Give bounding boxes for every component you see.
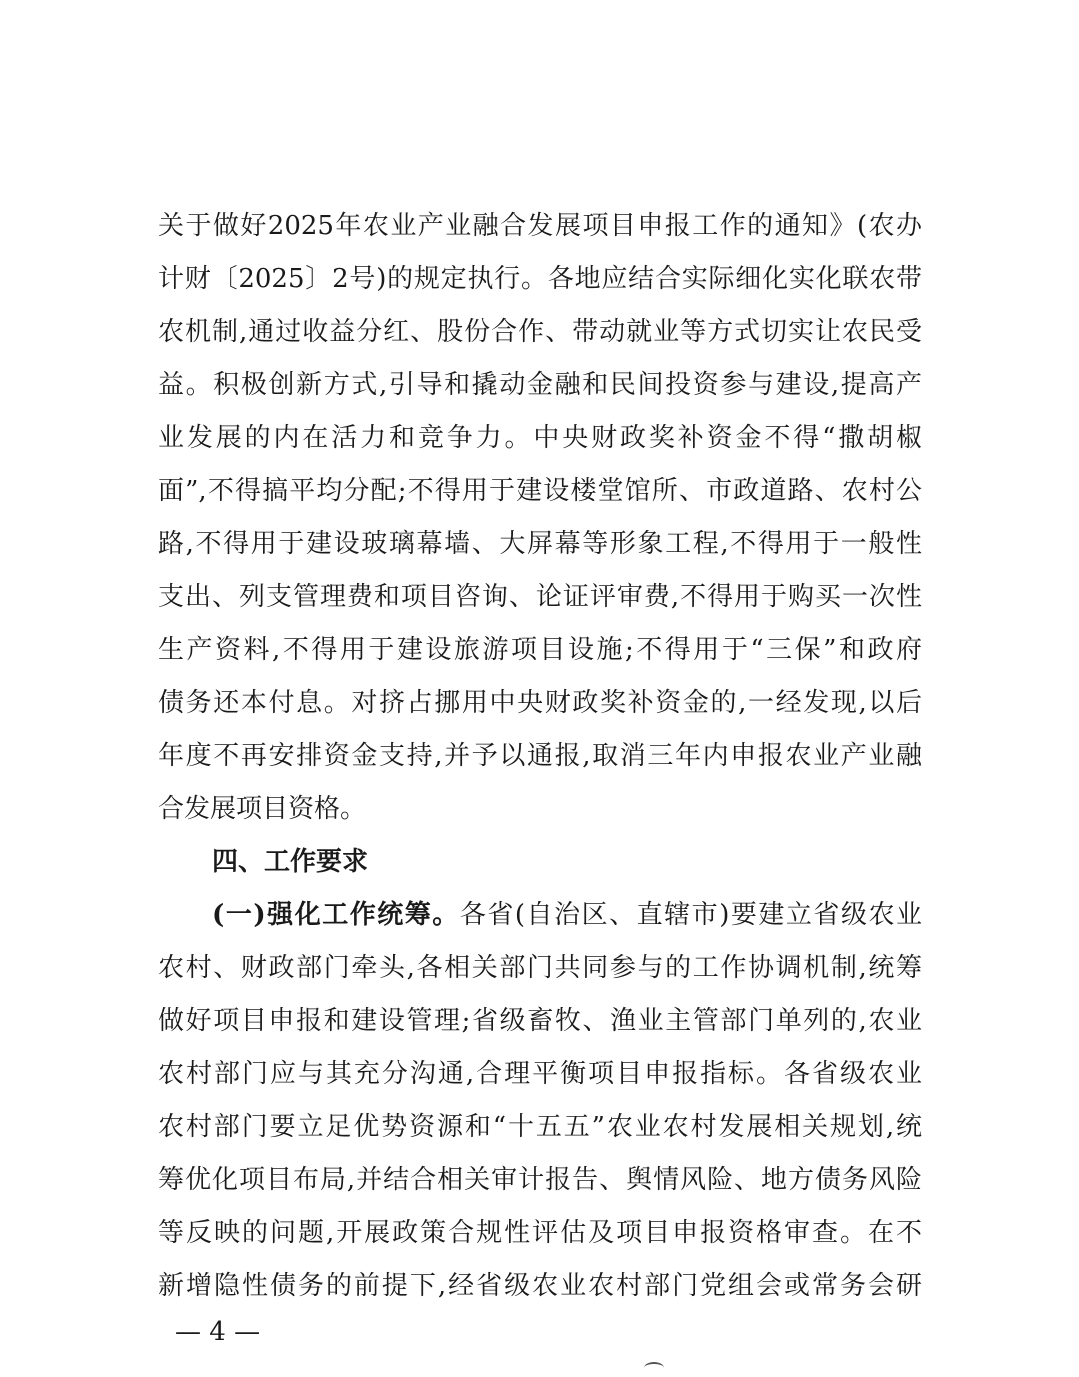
page-number: — 4 — (175, 1317, 261, 1347)
subsection-line: 新增隐性债务的前提下,经省级农业农村部门党组会或常务会研 (158, 1271, 922, 1301)
body-line: 计财〔2025〕2号)的规定执行。各地应结合实际细化实化联农带 (158, 264, 922, 294)
document-body (158, 200, 922, 1313)
scan-mark (644, 1362, 664, 1374)
body-line: 路,不得用于建设玻璃幕墙、大屏幕等形象工程,不得用于一般性 (158, 529, 922, 559)
body-line: 合发展项目资格。 (158, 794, 367, 824)
subsection-first-line (158, 889, 922, 942)
subsection-line: 做好项目申报和建设管理;省级畜牧、渔业主管部门单列的,农业 (158, 1006, 922, 1036)
subsection-line: 农村部门要立足优势资源和“十五五”农业农村发展相关规划,统 (158, 1112, 922, 1142)
body-line: 债务还本付息。对挤占挪用中央财政奖补资金的,一经发现,以后 (158, 688, 922, 718)
subsection-line: 农村、财政部门牵头,各相关部门共同参与的工作协调机制,统筹 (158, 953, 922, 983)
section-heading: 四、工作要求 (212, 847, 369, 877)
subsection-line: 筹优化项目布局,并结合相关审计报告、舆情风险、地方债务风险 (158, 1165, 922, 1195)
body-line: 面”,不得搞平均分配;不得用于建设楼堂馆所、市政道路、农村公 (158, 476, 922, 506)
body-line: 农机制,通过收益分红、股份合作、带动就业等方式切实让农民受 (158, 317, 922, 347)
subsection-line: 农村部门应与其充分沟通,合理平衡项目申报指标。各省级农业 (158, 1059, 922, 1089)
subsection-first-line-text: 各省(自治区、直辖市)要建立省级农业 (459, 900, 922, 930)
body-line: 关于做好2025年农业产业融合发展项目申报工作的通知》(农办 (158, 211, 922, 241)
body-line: 年度不再安排资金支持,并予以通报,取消三年内申报农业产业融 (158, 741, 922, 771)
body-line: 益。积极创新方式,引导和撬动金融和民间投资参与建设,提高产 (158, 370, 922, 400)
subsection-line: 等反映的问题,开展政策合规性评估及项目申报资格审查。在不 (158, 1218, 922, 1248)
subsection-title: (一)强化工作统筹。 (212, 900, 460, 930)
body-line: 支出、列支管理费和项目咨询、论证评审费,不得用于购买一次性 (158, 582, 922, 612)
body-line: 业发展的内在活力和竞争力。中央财政奖补资金不得“撒胡椒 (158, 423, 922, 453)
body-line: 生产资料,不得用于建设旅游项目设施;不得用于“三保”和政府 (158, 635, 922, 665)
